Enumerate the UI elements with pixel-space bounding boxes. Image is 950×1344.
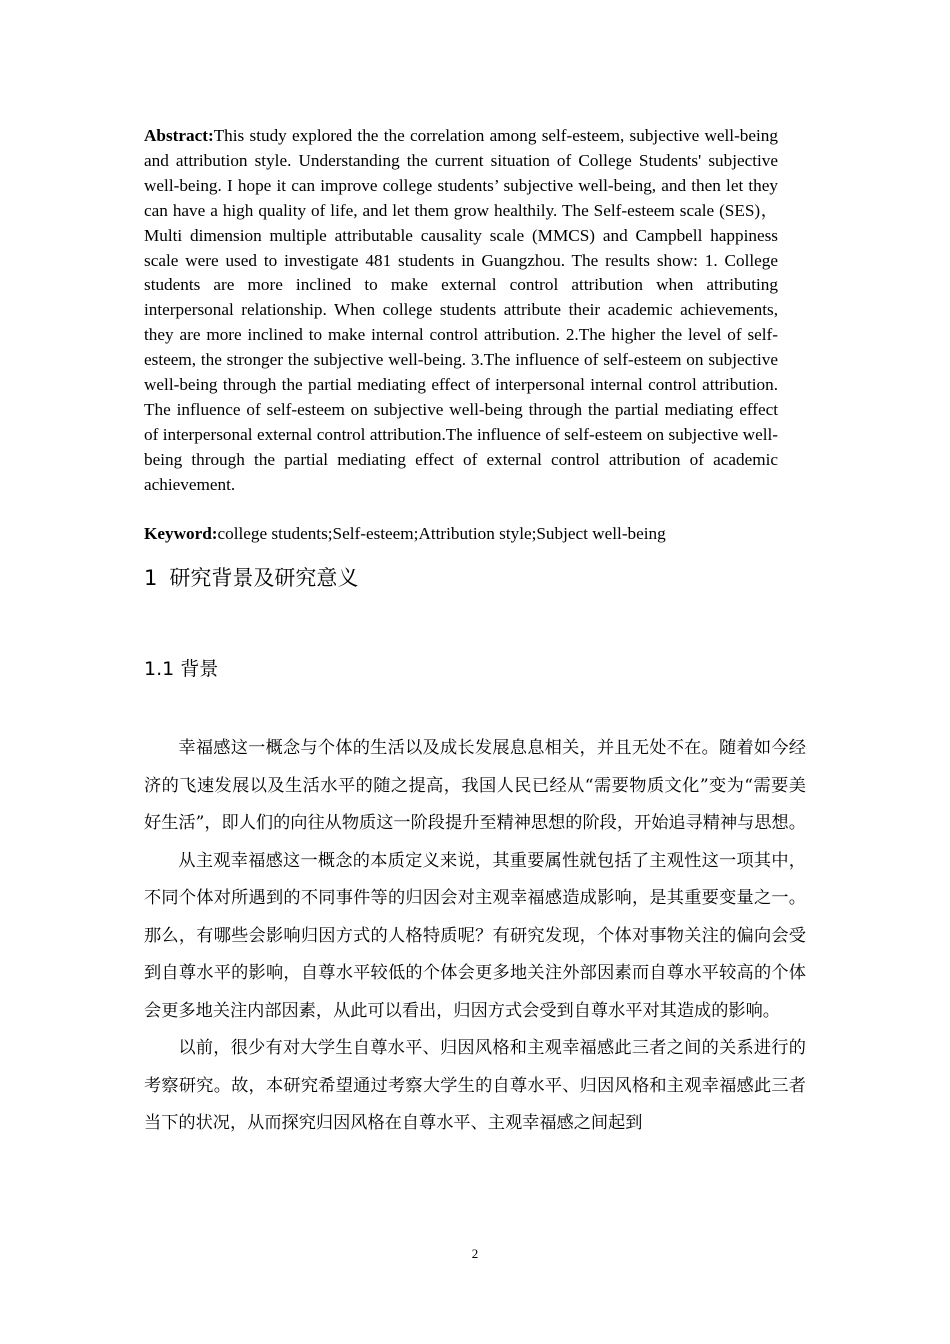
body-paragraph: 幸福感这一概念与个体的生活以及成长发展息息相关，并且无处不在。随着如今经济的飞速发展以及生活水平的随之提高，我国人民已经从“需要物质文化”变为“需要美好生活”，即人们的向往从物质这一阶段提升至精神思想的阶段，开始追寻精神与思想。 — [144, 738, 806, 833]
abstract-paragraph — [144, 124, 778, 498]
abstract-text: This study explored the the correlation among self-esteem, subjective well-being and attribution style. Understanding the current situation of College Students' subjective well-being. I hope it can improve college students’ subjective well-being, and then let they can have a high quality of life, and let them grow healthily. The Self-esteem scale (SES)，Multi dimension multiple attributable causality scale (MMCS) and Campbell happiness scale were used to investigate 481 students in Guangzhou. The results show: 1. College students are more inclined to make external control attribution when attributing interpersonal relationship. When college students attribute their academic achievements, they are more inclined to make internal control attribution. 2.The higher the level of self-esteem, the stronger the subjective well-being. 3.The influence of self-esteem on subjective well-being through the partial mediating effect of interpersonal internal control attribution. The influence of self-esteem on subjective well-being through the partial mediating effect of interpersonal external control attribution.The influence of self-esteem on subjective well-being through the partial mediating effect of external control attribution of academic achievement. — [144, 126, 778, 494]
body-paragraph: 以前，很少有对大学生自尊水平、归因风格和主观幸福感此三者之间的关系进行的考察研究。故，本研究希望通过考察大学生的自尊水平、归因风格和主观幸福感此三者当下的状况，从而探究归因风格在自尊水平、主观幸福感之间起到 — [144, 1038, 806, 1133]
section-heading-1 — [144, 563, 358, 593]
body-text — [144, 730, 806, 1143]
keyword-label: Keyword: — [144, 524, 218, 543]
section-number: 1 — [144, 566, 158, 590]
abstract-label: Abstract: — [144, 126, 214, 145]
section-title: 研究背景及研究意义 — [169, 566, 359, 590]
keyword-text: college students;Self-esteem;Attribution style;Subject well-being — [217, 524, 666, 543]
body-paragraph: 从主观幸福感这一概念的本质定义来说，其重要属性就包括了主观性这一项其中，不同个体对所遇到的不同事件等的归因会对主观幸福感造成影响，是其重要变量之一。那么，有哪些会影响归因方式的人格特质呢？有研究发现，个体对事物关注的偏向会受到自尊水平的影响，自尊水平较低的个体会更多地关注外部因素而自尊水平较高的个体会更多地关注内部因素，从此可以看出，归因方式会受到自尊水平对其造成的影响。 — [144, 850, 806, 1021]
page-number: 2 — [471, 1246, 479, 1261]
subsection-number: 1.1 — [144, 658, 175, 680]
keyword-line — [144, 522, 784, 546]
subsection-heading-1-1 — [144, 655, 218, 683]
subsection-title: 背景 — [180, 658, 219, 680]
